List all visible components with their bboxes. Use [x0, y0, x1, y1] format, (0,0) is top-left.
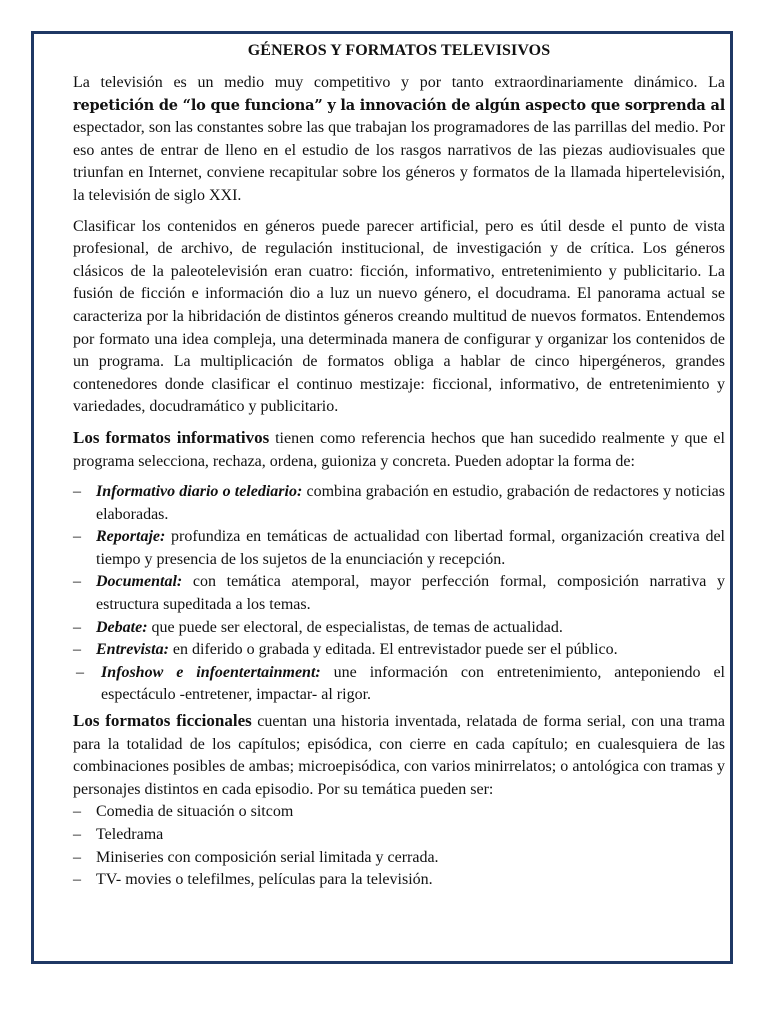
list-item	[73, 617, 725, 640]
dash-bullet: –	[76, 663, 84, 681]
list-item-desc: combina grabación en estudio, grabación de redactores y noticias elaboradas.	[96, 483, 726, 523]
ficcionales-paragraph	[73, 710, 725, 801]
list-item	[73, 824, 725, 847]
list-item-term: Infoshow e infoentertainment:	[101, 663, 321, 681]
list-item-text: Comedia de situación o sitcom	[96, 803, 294, 821]
dash-bullet: –	[73, 528, 81, 546]
list-item-term: Informativo diario o telediario:	[96, 483, 303, 501]
dash-bullet: –	[73, 618, 81, 636]
dash-bullet: –	[73, 573, 81, 591]
list-item-desc: que puede ser electoral, de especialistas, de temas de actualidad.	[147, 618, 563, 636]
informativos-list	[73, 481, 725, 707]
intro-emphasis: repetición de “lo que funciona” y la innovación de algún aspecto que sorprenda al	[73, 96, 725, 114]
informativos-text: tienen como referencia hechos que han sucedido realmente y que el programa selecciona, rechaza, ordena, guioniza y concreta. Pueden adoptar la forma de:	[73, 429, 725, 470]
ficcionales-text: cuentan una historia inventada, relatada de forma serial, con una trama para la totalidad de los capítulos; episódica, con cierre en cada capítulo; en cualesquiera de las combinaciones posibles de ambas; microepisódica, con varios minirrelatos; o antológica con tramas y personajes distintos en cada episodio. Por su temática pueden ser:	[73, 713, 725, 798]
ficcionales-label: Los formatos ficcionales	[73, 711, 252, 731]
list-item-term: Entrevista:	[96, 641, 169, 659]
ficcionales-list	[73, 801, 725, 891]
list-item	[73, 571, 725, 616]
dash-bullet: –	[73, 803, 81, 821]
list-item	[73, 801, 725, 824]
dash-bullet: –	[73, 848, 81, 866]
list-item-text: Teledrama	[96, 826, 164, 843]
list-item-term: Debate:	[96, 618, 148, 636]
list-item	[73, 639, 725, 662]
list-item-term: Documental:	[96, 573, 183, 591]
dash-bullet: –	[73, 871, 81, 889]
list-item-desc: con temática atemporal, mayor perfección formal, composición narrativa y estructura supeditada a los temas.	[96, 573, 725, 614]
dash-bullet: –	[73, 826, 81, 843]
dash-bullet: –	[73, 641, 81, 659]
list-item-text: Miniseries con composición serial limitada y cerrada.	[96, 848, 439, 866]
list-item-text: TV- movies o telefilmes, películas para la televisión.	[96, 871, 433, 889]
document-title: GÉNEROS Y FORMATOS TELEVISIVOS	[247, 42, 551, 59]
document-body	[73, 38, 725, 895]
list-item-desc: en diferido o grabada y editada. El entrevistador puede ser el público.	[168, 641, 618, 659]
list-item	[73, 481, 725, 526]
list-item	[73, 847, 725, 870]
list-item	[73, 526, 725, 571]
list-item-desc: une información con entretenimiento, anteponiendo el espectáculo -entretener, impactar- al rigor.	[101, 663, 725, 704]
intro-paragraph	[73, 72, 725, 208]
dash-bullet: –	[73, 483, 81, 501]
list-item-desc: profundiza en temáticas de actualidad con libertad formal, organización creativa del tiempo y presencia de los sujetos de la enunciación y recepción.	[96, 528, 725, 568]
list-item	[73, 662, 725, 707]
intro-text-end: espectador, son las constantes sobre las que trabajan los programadores de las parrillas del medio. Por eso antes de entrar de lleno en el estudio de los rasgos narrativos de las piezas audiovisuales que triunfan en Internet, conviene recapitular sobre los géneros y formatos de la llamada hipertelevisión, la televisión de siglo XXI.	[73, 119, 725, 204]
classification-paragraph: Clasificar los contenidos en géneros puede parecer artificial, pero es útil desde el punto de vista profesional, de archivo, de regulación institucional, de investigación y de crítica. Los géneros clásicos de la paleotelevisión eran cuatro: ficción, informativo, entretenimiento y publicitario. La fusión de ficción e información dio a luz un nuevo género, el docudrama. El panorama actual se caracteriza por la hibridación de distintos géneros creando multitud de nuevos formatos. Entendemos por formato una idea compleja, una determinada manera de configurar y organizar los contenidos de un programa. La multiplicación de formatos obliga a hablar de cinco hipergéneros, grandes contenedores donde clasificar el continuo mestizaje: ficcional, informativo, de entretenimiento y variedades, docudramático y publicitario.	[73, 217, 725, 416]
informativos-label: Los formatos informativos	[73, 427, 270, 447]
intro-text-start: La televisión es un medio muy competitivo y por tanto extraordinariamente dinámico. La	[73, 74, 725, 91]
list-item-term: Reportaje:	[96, 528, 166, 546]
informativos-paragraph	[73, 427, 725, 473]
list-item	[73, 869, 725, 892]
